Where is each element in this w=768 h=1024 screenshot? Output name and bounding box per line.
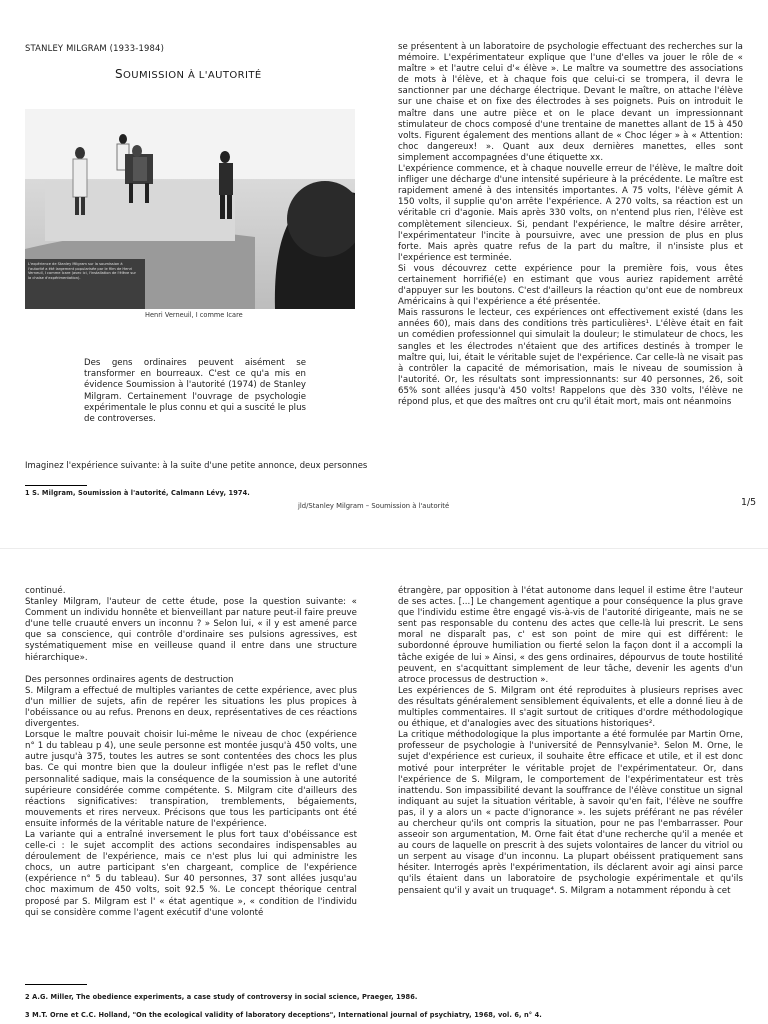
page-2	[0, 580, 768, 1024]
paragraph: Mais rassurons le lecteur, ces expériences ont effectivement existé (dans les années 60), mais dans des conditions très particulières¹. L'élève était en fait un comédien professionnel qui simulait la douleur; le stimulateur de chocs, les sangles et les électrodes n'étaient que des artifices destinés à tromper le maître qui, lui, était le véritable sujet de l'expérience. Car celle-là ne visait pas à contrôler la capacité de mémorisation, mais le niveau de soumission à l'autorité. Or, les résultats sont impressionnants: sur 40 personnes, 26, soit 65% sont allées jusqu'à 450 volts! Rappelons que dès 330 volts, l'élève ne répond plus, et que des maîtres ont cru qu'il était mort, mais ont néanmoins	[398, 308, 743, 407]
paragraph: se présentent à un laboratoire de psychologie effectuant des recherches sur la mémoire. L'expérimentateur explique que l'une d'elles va jouer le rôle de « maître » et l'autre celui d'« élève ». Le maître va soumettre des associations de mots à l'élève, et à chaque fois que celui-ci se trompera, il devra le sanctionner par une décharge électrique. Devant le maître, on attache l'élève sur une chaise et on fixe des électrodes à ses poignets. Puis on introduit le maître dans une autre pièce et on le place devant un impressionnant stimulateur de chocs composé d'une trentaine de manettes allant de 15 à 450 volts. Figurent également des mentions allant de « Choc léger » à « Attention: choc dangereux! ». Quant aux deux dernières manettes, elles sont simplement accompagnées d'une étiquette xx.	[398, 42, 743, 163]
paragraph: La critique méthodologique la plus importante a été formulée par Martin Orne, professeur de psychologie à l'université de Pennsylvanie³. Selon M. Orne, le sujet d'expérience est curieux, il souhaite être efficace et utile, et il est donc motivé pour interpréter le véritable projet de l'expérimentateur. Or, dans l'expérience de S. Milgram, le comportement de l'expérimentateur est très inattendu. Son impassibilité devant la souffrance de l'élève constitue un signal indiquant au sujet la situation véritable, à savoir qu'en fait, l'élève ne souffre pas, il y a alors un « pacte d'ignorance ». les sujets préférant ne pas révéler au chercheur qu'ils ont compris la situation, pour ne pas l'embarrasser. Pour asseoir son argumentation, M. Orne fait état d'une recherche qu'il a menée et au cours de laquelle on prescrit à des sujets volontaires de lancer du vitriol ou un serpent au visage d'un inconnu. La plupart obéissent pratiquement sans hésiter. Interrogés après l'expérimentation, ils déclarent avoir agi ainsi parce qu'ils étaient dans un laboratoire de psychologie expérimentale et qu'ils pensaient qu'il y avait un truquage⁴. S. Milgram a notamment répondu à cet	[398, 730, 743, 896]
paragraph: Si vous découvrez cette expérience pour la première fois, vous êtes certainement horrifié(e) en estimant que vous auriez rapidement arrêté d'appuyer sur les boutons. C'est d'ailleurs la réaction qu'ont eue de nombreux Américains à qui l'expérience a été présentée.	[398, 263, 743, 308]
paragraph: La variante qui a entraîné inversement le plus fort taux d'obéissance est celle-ci : le sujet accomplit des actions secondaires indispensables au déroulement de l'expérience, mais ce n'est plus lui qui administre les chocs, un autre participant s'en chargeant, complice de l'expérience (expérience n° 5 du tableau). Sur 40 personnes, 37 sont allées jusqu'au choc maximum de 450 volts, soit 92.5 %. Le concept théorique central proposé par S. Milgram est l' « état agentique », « condition de l'individu qui se considère comme l'agent exécutif d'une volonté	[25, 829, 357, 918]
title-rest: OUMISSION À L'AUTORITÉ	[123, 70, 262, 81]
photo-inset-caption: L'expérience de Stanley Milgram sur la soumission à l'autorité a été largement popularisée par le film de Henri Verneuil, I comme Icare (avec ici, l'installation de l'élève sur la chaise d'expérimentation).	[28, 262, 137, 280]
page-title	[115, 67, 262, 81]
spacer	[25, 664, 357, 675]
title-initial: S	[115, 67, 124, 81]
page2-left-column	[25, 586, 357, 919]
intro-line: Imaginez l'expérience suivante: à la suite d'une petite annonce, deux personnes	[25, 460, 368, 470]
paragraph: Stanley Milgram, l'auteur de cette étude, pose la question suivante: « Comment un individu honnête et bienveillant par nature peut-il faire preuve d'une telle cruauté envers un inconnu ? » Selon lui, « il y est amené parce que sa conscience, qui contrôle d'ordinaire ses pulsions agressives, est systématiquement mise en veilleuse quand il entre dans une structure hiérarchique».	[25, 597, 357, 663]
paragraph: Les expériences de S. Milgram ont été reproduites à plusieurs reprises avec des résultats généralement sensiblement équivalents, et elle a donné lieu à de multiples commentaires. Il s'agit surtout de critiques d'ordre méthodologique ou éthique, et d'analogies avec des situations historiques².	[398, 685, 744, 730]
paragraph: L'expérience commence, et à chaque nouvelle erreur de l'élève, le maître doit infliger une décharge d'une intensité supérieure à la précédente. Le maître est rapidement amené à des intensités importantes. A 75 volts, l'élève gémit A 150 volts, il supplie qu'on arrête l'expérience. A 270 volts, sa réaction est un véritable cri d'agonie. Mais après 330 volts, on n'entend plus rien, l'élève est complètement silencieux. Si, pendant l'expérience, le maître désire arrêter, l'expérimentateur l'incite à poursuivre, avec une pression de plus en plus forte. Mais après quatre refus de la part du maître, il n'insiste plus et l'expérience est terminée.	[398, 164, 743, 263]
page1-right-column	[398, 42, 743, 408]
photo-credit: Henri Verneuil, I comme Icare	[145, 311, 243, 319]
paragraph: continué.	[25, 586, 66, 596]
page-footer: jld/Stanley Milgram – Soumission à l'autorité	[298, 502, 450, 510]
experiment-photo	[25, 109, 355, 309]
paragraph: Lorsque le maître pouvait choisir lui-même le niveau de choc (expérience n° 1 du tableau p 4), une seule personne est montée jusqu'à 450 volts, une autre jusqu'à 375, toutes les autres se sont contentées des chocs les plus bas. Ce qui montre bien que la douleur infligée n'est pas le reflet d'une personnalité sadique, mais la conséquence de la soumission à une autorité supérieure considérée comme compétente. S. Milgram cite d'ailleurs des réactions significatives: transpiration, tremblements, bégaiements, mouvements et rires nerveux. Précisons que tous les participants ont été ensuite informés de la véritable nature de l'expérience.	[25, 730, 357, 829]
chapo-text: Des gens ordinaires peuvent aisément se transformer en bourreaux. C'est ce qu'a mis en évidence Soumission à l'autorité (1974) de Stanley Milgram. Certainement l'ouvrage de psychologie expérimentale le plus connu et qui a suscité le plus de controverses.	[84, 358, 306, 425]
page-separator	[0, 548, 768, 549]
paragraph: S. Milgram a effectué de multiples variantes de cette expérience, avec plus d'un millier de sujets, afin de repérer les situations les plus propices à l'obéissance ou au refus. Prenons en deux, représentatives de ces réactions divergentes.	[25, 685, 357, 730]
footnote-2: 2 A.G. Miller, The obedience experiments, a case study of controversy in social science, Praeger, 1986.	[25, 993, 418, 1001]
paragraph: étrangère, par opposition à l'état autonome dans lequel il estime être l'auteur de ses actes. [...] Le changement agentique a pour conséquence la plus grave que l'individu estime être engagé vis-à-vis de l'autorité dirigeante, mais ne se sent pas responsable du contenu des actes que celle-là lui prescrit. Le sens moral ne disparaît pas, c' est son point de mire qui est différent: le subordonné éprouve humiliation ou fierté selon la façon dont il a accompli la tâche exigée de lui » Ainsi, « des gens ordinaires, dépourvus de toute hostilité peuvent, en s'acquittant simplement de leur tâche, devenir les agents d'un atroce processus de destruction ».	[398, 586, 743, 685]
footnote-rule	[25, 485, 87, 486]
section-heading: Des personnes ordinaires agents de destruction	[25, 674, 234, 685]
footnote-3: 3 M.T. Orne et C.C. Holland, "On the ecological validity of laboratory deceptions", International journal of psychiatry, 1968, vol. 6, n° 4.	[25, 1011, 542, 1019]
footnote-1: 1 S. Milgram, Soumission à l'autorité, Calmann Lévy, 1974.	[25, 489, 250, 497]
page-gap	[0, 520, 768, 580]
page-number: 1/5	[741, 497, 757, 508]
author-heading: STANLEY MILGRAM (1933-1984)	[25, 43, 165, 53]
footnote-rule	[25, 984, 87, 985]
page2-right-column	[398, 586, 743, 897]
